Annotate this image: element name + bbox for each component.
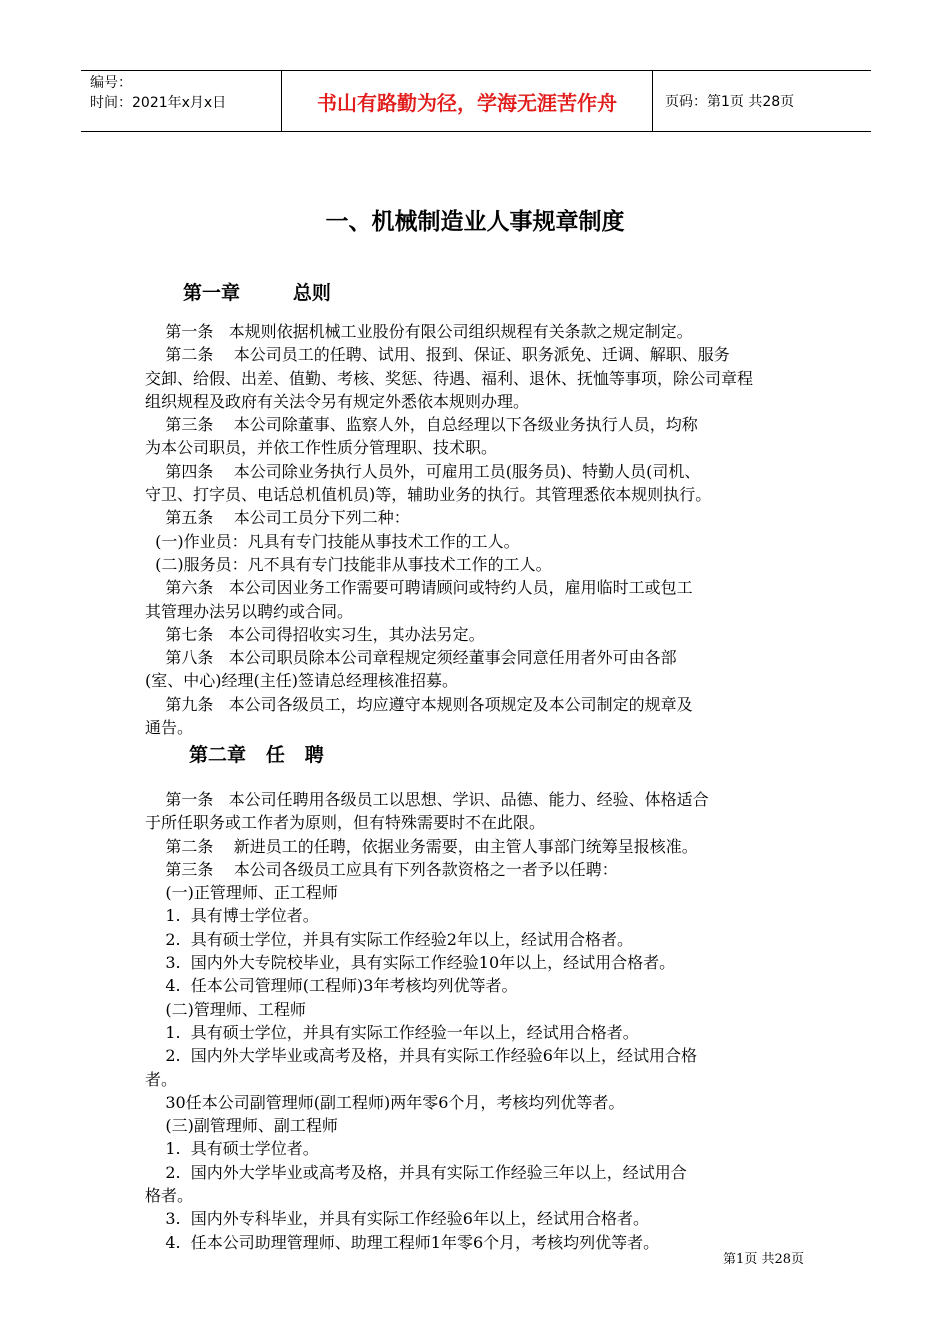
page-footer: 第1页 共28页 bbox=[723, 1252, 804, 1267]
paragraph-line: 1. 具有硕士学位，并具有实际工作经验一年以上，经试用合格者。 bbox=[145, 1022, 639, 1042]
paragraph-line: 3. 国内外大专院校毕业，具有实际工作经验10年以上，经试用合格者。 bbox=[145, 953, 676, 973]
header-motto: 书山有路勤为径，学海无涯苦作舟 bbox=[281, 71, 653, 131]
paragraph-line: 其管理办法另以聘约或合同。 bbox=[145, 601, 354, 621]
paragraph-line: 30任本公司副管理师(副工程师)两年零6个月，考核均列优等者。 bbox=[145, 1092, 625, 1112]
paragraph-line: 1. 具有硕士学位者。 bbox=[145, 1139, 319, 1159]
paragraph-line: 2. 具有硕士学位，并具有实际工作经验2年以上，经试用合格者。 bbox=[145, 929, 633, 949]
paragraph-line: 3. 国内外专科毕业，并具有实际工作经验6年以上，经试用合格者。 bbox=[145, 1209, 649, 1229]
chapter-1-heading: 第一章 总则 bbox=[183, 282, 331, 304]
paragraph-line: (一)正管理师、正工程师 bbox=[145, 883, 338, 903]
paragraph-line: 第六条 本公司因业务工作需要可聘请顾问或特约人员，雇用临时工或包工 bbox=[145, 578, 693, 598]
paragraph-line: 第二条 新进员工的任聘，依据业务需要，由主管人事部门统筹呈报核准。 bbox=[145, 836, 698, 856]
paragraph-line: 于所任职务或工作者为原则，但有特殊需要时不在此限。 bbox=[145, 813, 546, 833]
chapter-1-body bbox=[145, 320, 811, 739]
paragraph-line: 第七条 本公司得招收实习生，其办法另定。 bbox=[145, 624, 485, 644]
paragraph-line: 第一条 本公司任聘用各级员工以思想、学识、品德、能力、经验、体格适合 bbox=[145, 790, 709, 809]
paragraph-line: (室、中心)经理(主任)签请总经理核准招募。 bbox=[145, 671, 458, 691]
paragraph-line: 第三条 本公司各级员工应具有下列各款资格之一者予以任聘： bbox=[145, 859, 618, 879]
paragraph-line: 2. 国内外大学毕业或高考及格，并具有实际工作经验6年以上，经试用合格 bbox=[145, 1046, 697, 1066]
paragraph-line: 通告。 bbox=[145, 718, 194, 738]
paragraph-line: 者。 bbox=[145, 1069, 178, 1089]
paragraph-line: 第二条 本公司员工的任聘、试用、报到、保证、职务派免、迁调、解职、服务 bbox=[145, 345, 730, 365]
paragraph-line: 2. 国内外大学毕业或高考及格，并具有实际工作经验三年以上，经试用合 bbox=[145, 1162, 687, 1182]
paragraph-line: (二)管理师、工程师 bbox=[145, 999, 306, 1019]
page-header bbox=[81, 70, 871, 132]
paragraph-line: 4. 任本公司助理管理师、助理工程师1年零6个月，考核均列优等者。 bbox=[145, 1232, 660, 1252]
paragraph-line: 第四条 本公司除业务执行人员外，可雇用工员(服务员)、特勤人员(司机、 bbox=[145, 461, 701, 481]
document-date: 时间：2021年x月x日 bbox=[90, 95, 227, 111]
chapter-2-heading: 第二章 任 聘 bbox=[189, 744, 324, 766]
paragraph-line: 第三条 本公司除董事、监察人外，自总经理以下各级业务执行人员，均称 bbox=[145, 415, 698, 435]
paragraph-line: 1. 具有博士学位者。 bbox=[145, 906, 319, 926]
paragraph-line: 守卫、打字员、电话总机值机员)等，辅助业务的执行。其管理悉依本规则执行。 bbox=[145, 485, 712, 505]
paragraph-line: 交卸、给假、出差、值勤、考核、奖惩、待遇、福利、退休、抚恤等事项，除公司章程 bbox=[145, 368, 754, 388]
paragraph-line: 4. 任本公司管理师(工程师)3年考核均列优等者。 bbox=[145, 976, 518, 996]
paragraph-line: (三)副管理师、副工程师 bbox=[145, 1116, 338, 1136]
header-meta bbox=[81, 71, 281, 131]
paragraph-line: 第八条 本公司职员除本公司章程规定须经董事会同意任用者外可由各部 bbox=[145, 648, 677, 668]
document-title: 一、机械制造业人事规章制度 bbox=[325, 209, 625, 235]
chapter-2-body bbox=[145, 788, 811, 1254]
paragraph-line: (一)作业员：凡具有专门技能从事技术工作的工人。 bbox=[145, 531, 520, 551]
paragraph-line: 为本公司职员，并依工作性质分管理职、技术职。 bbox=[145, 438, 498, 458]
paragraph-line: 第九条 本公司各级员工，均应遵守本规则各项规定及本公司制定的规章及 bbox=[145, 694, 693, 714]
paragraph-line: 第一条 本规则依据机械工业股份有限公司组织规程有关条款之规定制定。 bbox=[145, 322, 693, 341]
paragraph-line: (二)服务员：凡不具有专门技能非从事技术工作的工人。 bbox=[145, 554, 552, 574]
document-number-label: 编号： bbox=[90, 75, 132, 91]
header-page-info: 页码：第1页 共28页 bbox=[665, 94, 795, 110]
paragraph-line: 格者。 bbox=[145, 1186, 194, 1206]
paragraph-line: 组织规程及政府有关法令另有规定外悉依本规则办理。 bbox=[145, 391, 530, 411]
paragraph-line: 第五条 本公司工员分下列二种： bbox=[145, 508, 410, 528]
